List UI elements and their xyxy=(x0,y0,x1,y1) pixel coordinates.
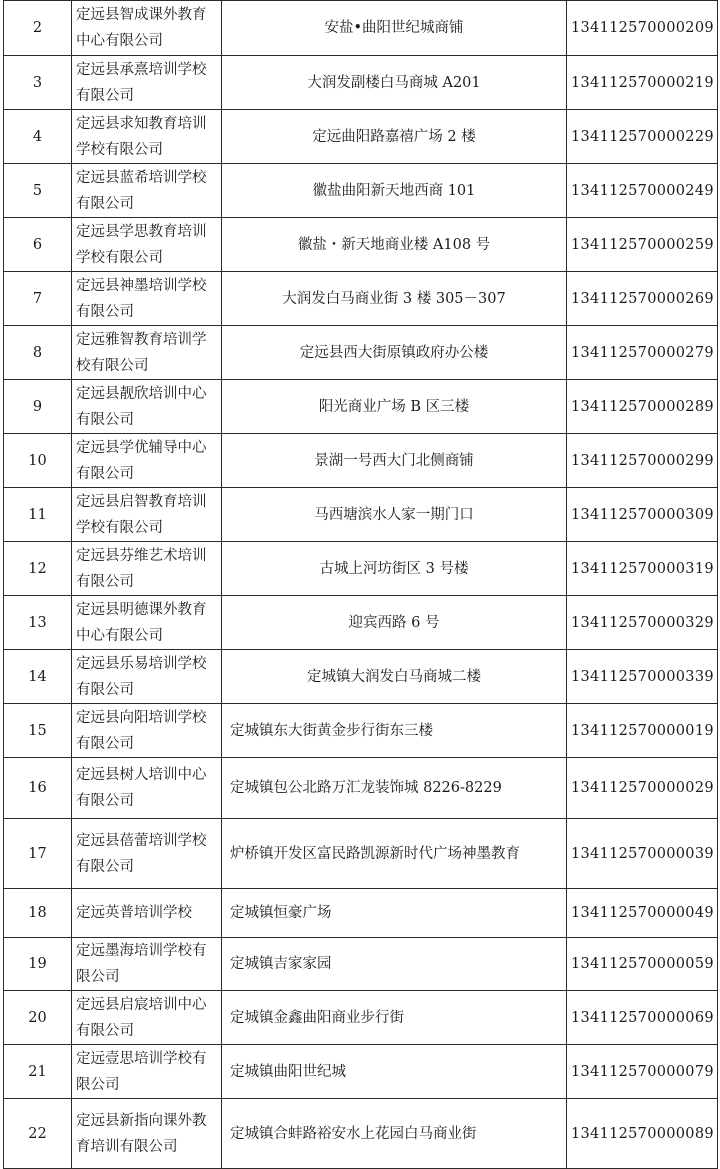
row-number: 19 xyxy=(4,938,72,991)
institution-address: 定城镇包公北路万汇龙装饰城 8226-8229 xyxy=(222,758,567,819)
institution-name: 定远县启智教育培训学校有限公司 xyxy=(72,488,222,542)
license-code: 134112570000289 xyxy=(567,380,718,434)
license-code: 134112570000309 xyxy=(567,488,718,542)
table-row xyxy=(4,1099,718,1169)
table-row xyxy=(4,272,718,326)
license-code: 134112570000209 xyxy=(567,1,718,56)
institution-address: 景湖一号西大门北侧商铺 xyxy=(222,434,567,488)
table-row xyxy=(4,488,718,542)
institution-name: 定远县智成课外教育中心有限公司 xyxy=(72,1,222,56)
table-row xyxy=(4,380,718,434)
row-number: 4 xyxy=(4,110,72,164)
institution-name: 定远县靓欣培训中心有限公司 xyxy=(72,380,222,434)
table-row xyxy=(4,434,718,488)
institution-name: 定远县明德课外教育中心有限公司 xyxy=(72,596,222,650)
institution-name: 定远英普培训学校 xyxy=(72,889,222,938)
row-number: 13 xyxy=(4,596,72,650)
license-code: 134112570000089 xyxy=(567,1099,718,1169)
table-row xyxy=(4,596,718,650)
row-number: 8 xyxy=(4,326,72,380)
institution-name: 定远县蓓蕾培训学校有限公司 xyxy=(72,819,222,889)
license-code: 134112570000299 xyxy=(567,434,718,488)
row-number: 10 xyxy=(4,434,72,488)
institution-address: 古城上河坊街区 3 号楼 xyxy=(222,542,567,596)
table-row xyxy=(4,991,718,1045)
row-number: 21 xyxy=(4,1045,72,1099)
license-code: 134112570000019 xyxy=(567,704,718,758)
license-code: 134112570000049 xyxy=(567,889,718,938)
row-number: 12 xyxy=(4,542,72,596)
institution-name: 定远县蓝希培训学校有限公司 xyxy=(72,164,222,218)
license-code: 134112570000079 xyxy=(567,1045,718,1099)
row-number: 17 xyxy=(4,819,72,889)
institution-name: 定远县承熹培训学校有限公司 xyxy=(72,56,222,110)
table-row xyxy=(4,1045,718,1099)
institution-address: 炉桥镇开发区富民路凯源新时代广场神墨教育 xyxy=(222,819,567,889)
license-code: 134112570000219 xyxy=(567,56,718,110)
table-row xyxy=(4,819,718,889)
row-number: 20 xyxy=(4,991,72,1045)
institution-name: 定远县求知教育培训学校有限公司 xyxy=(72,110,222,164)
row-number: 16 xyxy=(4,758,72,819)
license-code: 134112570000069 xyxy=(567,991,718,1045)
institution-address: 定城镇合蚌路裕安水上花园白马商业街 xyxy=(222,1099,567,1169)
table-row xyxy=(4,164,718,218)
row-number: 2 xyxy=(4,1,72,56)
table-row xyxy=(4,326,718,380)
license-code: 134112570000269 xyxy=(567,272,718,326)
institution-address: 定城镇金鑫曲阳商业步行街 xyxy=(222,991,567,1045)
table-row xyxy=(4,542,718,596)
license-code: 134112570000249 xyxy=(567,164,718,218)
institution-address: 马西塘滨水人家一期门口 xyxy=(222,488,567,542)
institution-address: 迎宾西路 6 号 xyxy=(222,596,567,650)
row-number: 6 xyxy=(4,218,72,272)
institution-address: 定城镇东大街黄金步行街东三楼 xyxy=(222,704,567,758)
institution-name: 定远壹思培训学校有限公司 xyxy=(72,1045,222,1099)
institution-address: 定城镇恒豪广场 xyxy=(222,889,567,938)
institution-name: 定远县树人培训中心有限公司 xyxy=(72,758,222,819)
table-row xyxy=(4,110,718,164)
institution-address: 阳光商业广场 B 区三楼 xyxy=(222,380,567,434)
table-row xyxy=(4,938,718,991)
license-code: 134112570000319 xyxy=(567,542,718,596)
institution-address: 大润发副楼白马商城 A201 xyxy=(222,56,567,110)
institution-address: 定城镇大润发白马商城二楼 xyxy=(222,650,567,704)
institution-name: 定远县学思教育培训学校有限公司 xyxy=(72,218,222,272)
institution-address: 定城镇曲阳世纪城 xyxy=(222,1045,567,1099)
table-row xyxy=(4,650,718,704)
institution-name: 定远雅智教育培训学校有限公司 xyxy=(72,326,222,380)
table-row xyxy=(4,704,718,758)
institution-address: 安盐•曲阳世纪城商铺 xyxy=(222,1,567,56)
table-row xyxy=(4,218,718,272)
institution-name: 定远县启宸培训中心有限公司 xyxy=(72,991,222,1045)
license-code: 134112570000059 xyxy=(567,938,718,991)
license-code: 134112570000329 xyxy=(567,596,718,650)
institution-name: 定远墨海培训学校有限公司 xyxy=(72,938,222,991)
institution-name: 定远县乐易培训学校有限公司 xyxy=(72,650,222,704)
license-code: 134112570000279 xyxy=(567,326,718,380)
row-number: 14 xyxy=(4,650,72,704)
institution-address: 大润发白马商业街 3 楼 305－307 xyxy=(222,272,567,326)
table-body xyxy=(4,1,718,1169)
institution-address: 定城镇吉家家园 xyxy=(222,938,567,991)
row-number: 18 xyxy=(4,889,72,938)
institution-address: 定远县西大街原镇政府办公楼 xyxy=(222,326,567,380)
row-number: 3 xyxy=(4,56,72,110)
row-number: 15 xyxy=(4,704,72,758)
institution-name: 定远县神墨培训学校有限公司 xyxy=(72,272,222,326)
table-row xyxy=(4,1,718,56)
institution-name: 定远县向阳培训学校有限公司 xyxy=(72,704,222,758)
institution-address: 定远曲阳路嘉禧广场 2 楼 xyxy=(222,110,567,164)
row-number: 9 xyxy=(4,380,72,434)
row-number: 11 xyxy=(4,488,72,542)
institution-address: 徽盐・新天地商业楼 A108 号 xyxy=(222,218,567,272)
institution-name: 定远县新指向课外教育培训有限公司 xyxy=(72,1099,222,1169)
institution-name: 定远县芬维艺术培训有限公司 xyxy=(72,542,222,596)
row-number: 22 xyxy=(4,1099,72,1169)
institution-table xyxy=(3,0,718,1169)
license-code: 134112570000259 xyxy=(567,218,718,272)
license-code: 134112570000339 xyxy=(567,650,718,704)
table-row xyxy=(4,758,718,819)
license-code: 134112570000039 xyxy=(567,819,718,889)
row-number: 7 xyxy=(4,272,72,326)
institution-name: 定远县学优辅导中心有限公司 xyxy=(72,434,222,488)
license-code: 134112570000029 xyxy=(567,758,718,819)
row-number: 5 xyxy=(4,164,72,218)
table-row xyxy=(4,56,718,110)
table-row xyxy=(4,889,718,938)
license-code: 134112570000229 xyxy=(567,110,718,164)
institution-address: 徽盐曲阳新天地西商 101 xyxy=(222,164,567,218)
